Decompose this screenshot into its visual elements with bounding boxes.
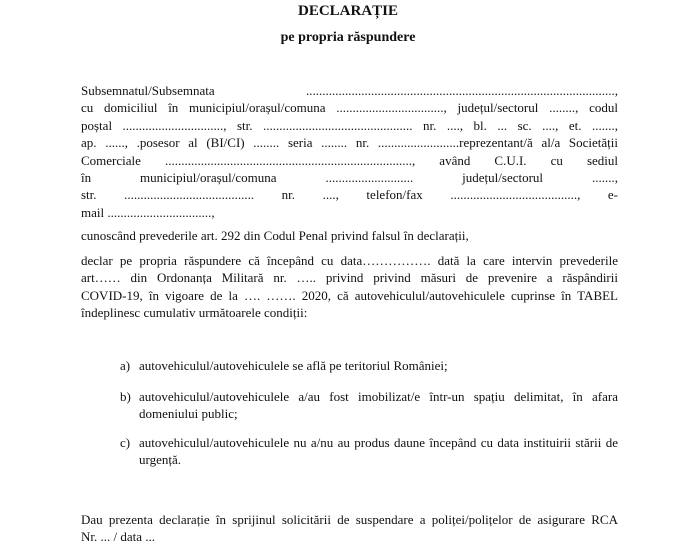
penal-code-notice: cunoscând prevederile art. 292 din Codul Penal privind falsul în declarații, (81, 228, 469, 243)
declaration-paragraph (81, 252, 618, 322)
declaration-line: îndeplinesc cumulativ următoarele condiții: (81, 305, 308, 321)
identification-line: str. ........................................ nr. ...., telefon/fax ......................................., e- (81, 187, 618, 203)
condition-letter: b) (120, 389, 131, 404)
condition-text: autovehiculul/autovehiculele a/au fost imobilizat/e într-un spațiu delimitat, în afara domeniului public; (139, 389, 618, 422)
purpose-line: Dau prezenta declarație în sprijinul solicitării de suspendare a poliței/polițelor de asigurare RCA (81, 512, 618, 527)
identification-line: Subsemnatul/Subsemnata ..............................................................................................., (81, 83, 618, 98)
identification-line: Comerciale ............................................................................, având C.U.I. cu sediul (81, 152, 618, 168)
declaration-line: declar pe propria răspundere că începând cu data……………. dată la care intervin prevederile (81, 253, 618, 268)
identification-line: în municipiul/orașul/comuna ........................... județul/sectorul ......., (81, 170, 618, 186)
identification-line: ap. ......, .posesor al (BI/CI) ........ seria ........ nr. .........................reprezentant/ă al/a Societății (81, 135, 618, 151)
document-title: DECLARAȚIE (297, 3, 399, 19)
document-subtitle: pe propria răspundere (280, 30, 416, 45)
purpose-paragraph (81, 511, 618, 546)
declaration-line: COVID-19, în vigoare de la …. ……. 2020, că autovehiculul/autovehiculele cuprinse în TABEL (81, 287, 618, 303)
identification-line: mail ................................, (81, 204, 215, 220)
purpose-line: Nr. ... / data ... (81, 529, 156, 545)
condition-letter: c) (120, 435, 131, 450)
identification-paragraph (81, 82, 618, 221)
condition-text: autovehiculul/autovehiculele nu a/nu au produs daune începând cu data instituirii stării de urgență. (139, 435, 618, 468)
condition-text: autovehiculul/autovehiculele se află pe teritoriul României; (139, 358, 448, 373)
identification-line: cu domiciliul în municipiul/orașul/comuna ................................., județul/sectorul ........, codul (81, 100, 618, 116)
declaration-line: art…… din Ordonanța Militară nr. ….. privind privind măsuri de prevenire a răspândirii (81, 270, 618, 286)
condition-letter: a) (120, 358, 131, 373)
identification-line: poștal ..............................., str. .............................................. nr. ...., bl. ... sc. ...., et. ......., (81, 117, 618, 133)
